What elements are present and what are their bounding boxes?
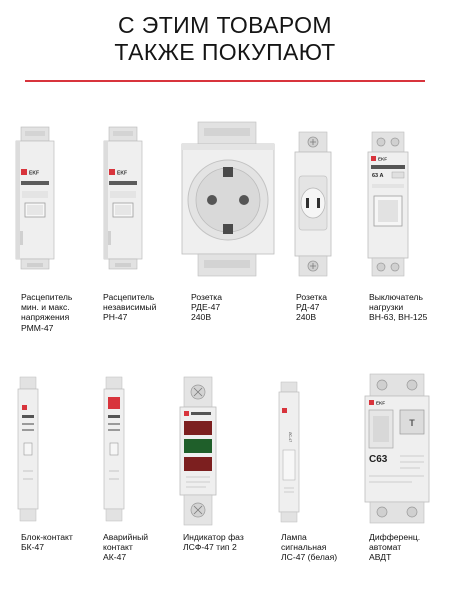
ekf-brand-text: EKF xyxy=(376,400,385,406)
product-caption xyxy=(369,292,427,323)
caption-line: АК-47 xyxy=(103,552,127,563)
load-switch-rating: 63 A xyxy=(372,173,384,179)
ekf-brand-text: EKF xyxy=(117,170,127,177)
caption-line: нагрузки xyxy=(369,302,404,313)
ekf-brand-text: EKF xyxy=(29,170,39,177)
ekf-brand-text: EKF xyxy=(378,156,387,162)
product-caption xyxy=(103,532,148,563)
caption-line: 240В xyxy=(296,312,317,323)
caption-line: Расцепитель xyxy=(103,292,155,302)
product-caption xyxy=(369,532,420,563)
auxiliary-contact-icon xyxy=(16,375,40,525)
caption-line: РММ-47 xyxy=(21,322,54,333)
lamp-model-label: ЛС-47 xyxy=(288,432,292,443)
caption-line: РДЕ-47 xyxy=(191,302,221,313)
min-max-voltage-release-icon xyxy=(12,125,58,275)
caption-line: РН-47 xyxy=(103,312,128,323)
caption-line: Розетка xyxy=(191,292,223,302)
caption-line: Индикатор фаз xyxy=(183,532,244,542)
rcbo-icon xyxy=(362,372,432,527)
caption-line: БК-47 xyxy=(21,542,45,553)
caption-line: РД-47 xyxy=(296,302,320,313)
alarm-contact-icon xyxy=(102,375,126,525)
caption-line: Лампа xyxy=(281,532,307,542)
caption-line: ЛС-47 (белая) xyxy=(281,552,338,563)
caption-line: Выключатель xyxy=(369,292,423,302)
caption-line: 240В xyxy=(191,312,212,323)
caption-line: ЛСФ-47 тип 2 xyxy=(183,542,237,553)
shunt-release-icon xyxy=(100,125,146,275)
rcbo-rating-label: C63 xyxy=(369,454,388,465)
caption-line: автомат xyxy=(369,542,402,553)
caption-line: Розетка xyxy=(296,292,328,302)
caption-line: Блок-контакт xyxy=(21,532,73,542)
rcbo-test-label: T xyxy=(409,418,415,428)
caption-line: ВН-63, ВН-125 xyxy=(369,312,428,323)
load-switch-icon xyxy=(366,130,410,280)
caption-line: контакт xyxy=(103,542,133,553)
phase-indicator-icon xyxy=(178,375,218,530)
caption-line: сигнальная xyxy=(281,542,327,553)
product-caption xyxy=(21,532,73,552)
product-caption xyxy=(21,292,72,333)
product-caption xyxy=(281,532,337,563)
product-caption xyxy=(296,292,327,323)
caption-line: напряжения xyxy=(21,312,70,323)
caption-line: АВДТ xyxy=(369,552,392,563)
section-title xyxy=(0,12,450,66)
title-line-1: С ЭТИМ ТОВАРОМ xyxy=(118,12,332,38)
din-socket-icon xyxy=(293,130,333,280)
title-line-2: ТАКЖЕ ПОКУПАЮТ xyxy=(114,39,336,65)
title-divider xyxy=(25,80,425,82)
schuko-socket-icon xyxy=(178,120,278,280)
product-caption xyxy=(183,532,244,552)
product-caption xyxy=(103,292,156,323)
caption-line: Аварийный xyxy=(103,532,149,542)
caption-line: Дифференц. xyxy=(369,532,421,542)
signal-lamp-icon xyxy=(277,380,301,525)
product-caption xyxy=(191,292,222,323)
caption-line: независимый xyxy=(103,302,157,313)
caption-line: Расцепитель xyxy=(21,292,73,302)
caption-line: мин. и макс. xyxy=(21,302,70,313)
